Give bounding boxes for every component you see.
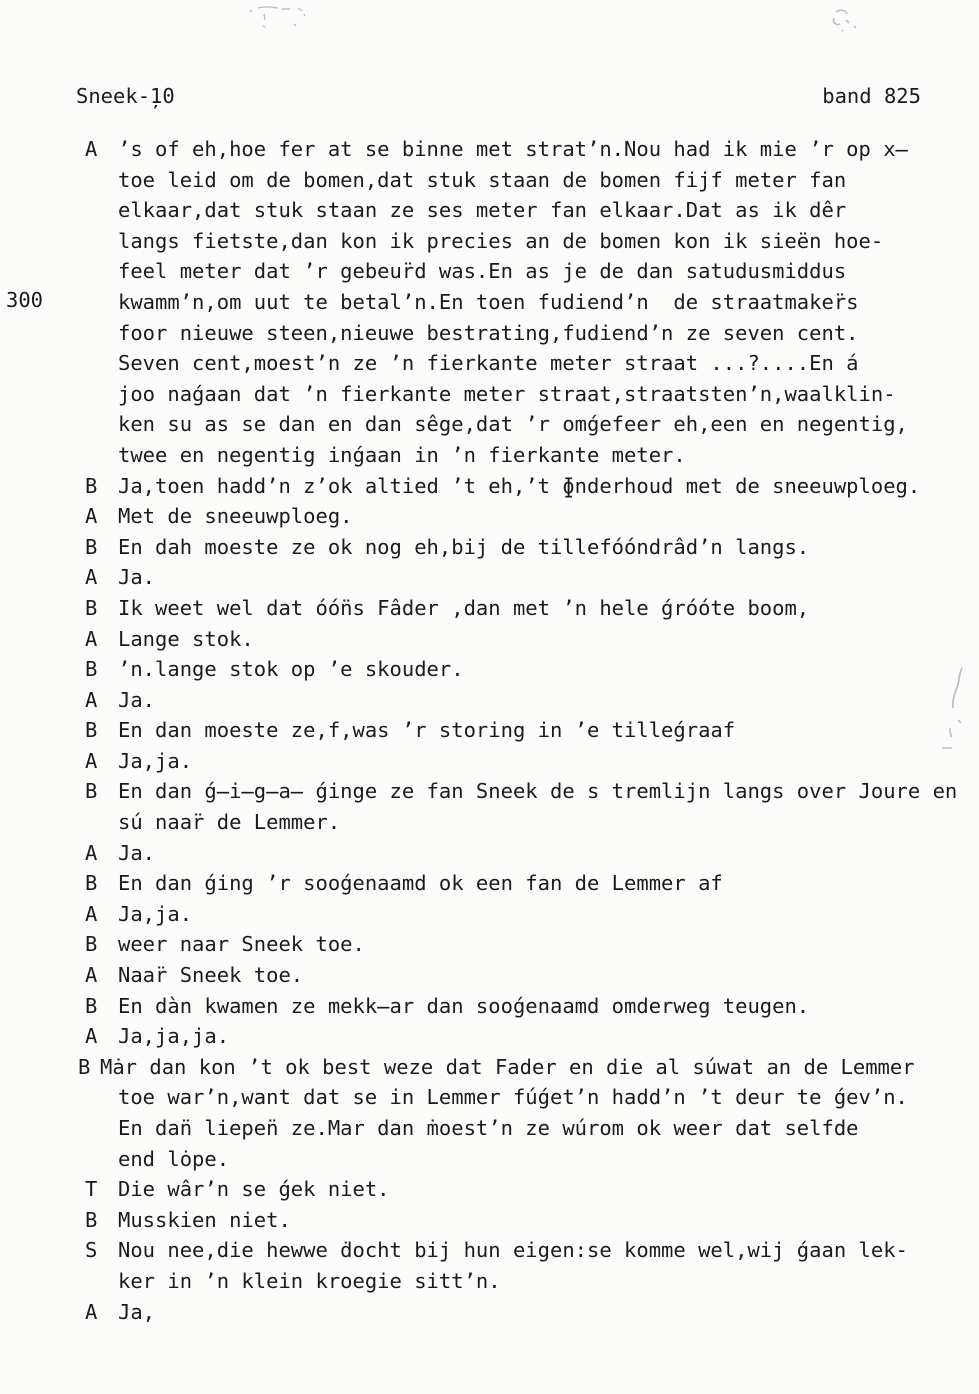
transcript-line <box>0 685 979 716</box>
line-text: Nou nee,die hewwe ḋocht bij hun eigen:se komme wel,wij ǵaan lek- <box>118 1238 908 1263</box>
line-text: Ja, <box>118 1299 156 1324</box>
transcript-line <box>0 226 979 257</box>
transcript-line <box>0 348 979 379</box>
line-text: Die wâr’n se ǵek niet. <box>118 1177 390 1202</box>
line-text: En dàn kwamen ze mekk̶ar dan sooǵenaamd omderweg teugen. <box>118 993 810 1018</box>
transcript-line <box>0 1205 979 1236</box>
speaker-label: B <box>85 1207 98 1232</box>
line-text: Musskien niet. <box>118 1207 291 1232</box>
speaker-label: S <box>85 1238 98 1263</box>
transcript-line <box>0 1113 979 1144</box>
transcript-line <box>0 838 979 869</box>
transcript-line <box>0 379 979 410</box>
transcript-line <box>0 287 979 318</box>
transcript-line <box>0 776 979 807</box>
line-text: ’s of eh,hoe fer at se binne met strat’n.Nou had ik mie ’r op x̶ <box>118 137 908 161</box>
speaker-label: B <box>85 534 98 559</box>
line-text: ker in ’n klein kroegie sitt’n. <box>118 1268 501 1293</box>
page-id: Sneek-̦10 <box>76 84 175 108</box>
line-text: Lange stok. <box>118 626 254 651</box>
line-text: feel meter dat ’r gebeur̈d was.En as je de dan satudusmiddus <box>118 259 847 284</box>
line-text: En dah moeste ze ok nog eh,bij de tillefóóndrâd’n langs. <box>118 534 810 559</box>
line-text: En dan moeste ze,f,was ’r storing in ’e tilleǵraaf <box>118 718 736 743</box>
line-text: Naar̈ Sneek toe. <box>118 963 304 988</box>
transcript-line <box>0 1082 979 1113</box>
line-text: end lȯpe. <box>118 1146 230 1171</box>
line-text: Met de sneeuwploeg. <box>118 504 353 529</box>
line-text: Ja,toen hadd’n z’ok altied ’t eh,’t ɸnderhoud met de sneeuwploeg. <box>118 473 921 498</box>
transcript-line <box>0 409 979 440</box>
transcript-line <box>0 746 979 777</box>
speaker-label <box>85 226 118 257</box>
line-text: elkaar,dat stuk staan ze ses meter fan elkaar.Dat as ik dêr <box>118 198 847 223</box>
speaker-label: A <box>85 687 98 712</box>
line-text: twee en negentig inǵaan in ’n fierkante meter. <box>118 442 686 467</box>
line-text: Ja. <box>118 687 156 712</box>
transcript-line <box>0 1144 979 1175</box>
speaker-label: T <box>85 1177 98 1202</box>
line-text: Ik weet wel dat óón̈s Fâder ,dan met ’n hele ǵróóte boom, <box>118 595 810 620</box>
line-text: En dan ǵ̶i̶g̶a̶ ǵinge ze fan Sneek de s tremlijn langs over Joure en <box>118 779 958 804</box>
line-text: ’n.lange stok op ’e skouder. <box>118 657 464 682</box>
speaker-label <box>85 379 118 410</box>
transcript-line <box>0 929 979 960</box>
speaker-label: B <box>85 932 98 957</box>
line-text: foor nieuwe steen,nieuwe bestrating,fudiend’n ze seven cent. <box>118 320 859 345</box>
speaker-label: B <box>85 779 98 804</box>
transcript-line <box>0 471 979 502</box>
line-text: Ja,ja,ja. <box>118 1024 230 1049</box>
transcript-line <box>0 1235 979 1266</box>
speaker-label: A <box>85 1299 98 1324</box>
transcript-line <box>0 134 979 165</box>
line-text: En dan ǵing ’r sooǵenaamd ok een fan de Lemmer af <box>118 871 723 896</box>
line-text: Ja,ja. <box>118 901 193 926</box>
pencil-mark-right-margin <box>936 662 976 762</box>
transcript-line <box>0 165 979 196</box>
margin-note: 300 <box>6 288 44 312</box>
speaker-label <box>85 318 118 349</box>
transcript-line <box>0 1266 979 1297</box>
speaker-label: B <box>78 1054 91 1079</box>
band-label: band 825 <box>822 84 921 108</box>
speaker-label: B <box>85 595 98 620</box>
speaker-label <box>85 195 118 226</box>
transcript-line <box>0 1052 979 1083</box>
speaker-label <box>85 256 118 287</box>
line-text: kwamm’n,om uut te betal’n.En toen fudiend’n de straatmaker̈s <box>118 289 859 314</box>
speaker-label: B <box>85 657 98 682</box>
line-text: toe leid om de bomen,dat stuk staan de bomen fijf meter fan <box>118 167 847 192</box>
transcript <box>0 134 979 1327</box>
speaker-label <box>85 807 118 838</box>
speaker-label <box>85 1266 118 1297</box>
transcript-line <box>0 1021 979 1052</box>
transcript-line <box>0 624 979 655</box>
line-text: Ja. <box>118 840 156 865</box>
line-text: En dan̈ liepen̈ ze.Mar dan ṁoest’n ze wúrom ok weer dat selfde <box>118 1116 859 1140</box>
pencil-mark-top-right <box>822 6 864 34</box>
speaker-label <box>85 1082 118 1113</box>
speaker-label <box>85 409 118 440</box>
transcript-line <box>0 195 979 226</box>
speaker-label: A <box>85 565 98 590</box>
speaker-label: A <box>85 1024 98 1049</box>
speaker-label: B <box>85 871 98 896</box>
line-text: Mȧr dan kon ’t ok best weze dat Fader en die al súwat an de Lemmer <box>100 1054 915 1079</box>
transcript-line <box>0 1174 979 1205</box>
transcript-line <box>0 256 979 287</box>
speaker-label: A <box>85 840 98 865</box>
line-text: Ja. <box>118 565 156 590</box>
speaker-label: A <box>85 137 98 161</box>
page-header <box>76 84 921 108</box>
speaker-label <box>85 1113 118 1144</box>
transcript-line <box>0 960 979 991</box>
speaker-label: A <box>85 504 98 529</box>
line-text: joo naǵaan dat ’n fierkante meter straat,straatsten’n,waalklin- <box>118 381 896 406</box>
line-text: langs fietste,dan kon ik precies an de bomen kon ik sieën hoe- <box>118 228 884 253</box>
line-text: sú naar̈ de Lemmer. <box>118 810 341 835</box>
line-text: weer naar Sneek toe. <box>118 932 365 957</box>
line-text: toe war’n,want dat se in Lemmer fúǵet’n hadd’n ’t deur te ǵev’n. <box>118 1085 908 1110</box>
transcript-line <box>0 440 979 471</box>
transcript-line <box>0 991 979 1022</box>
transcript-line <box>0 868 979 899</box>
transcript-line <box>0 593 979 624</box>
speaker-label <box>85 287 118 318</box>
pencil-mark-top-left <box>246 4 326 30</box>
transcript-line <box>0 318 979 349</box>
speaker-label <box>85 165 118 196</box>
speaker-label: B <box>85 993 98 1018</box>
speaker-label <box>85 348 118 379</box>
transcript-line <box>0 899 979 930</box>
transcript-line <box>0 807 979 838</box>
speaker-label: B <box>85 473 98 498</box>
transcript-line <box>0 654 979 685</box>
line-text: ken su as se dan en dan sêge,dat ’r omǵefeer eh,een en negentig, <box>118 412 908 437</box>
speaker-label <box>85 1144 118 1175</box>
speaker-label <box>85 440 118 471</box>
speaker-label: A <box>85 626 98 651</box>
transcript-line <box>0 1297 979 1328</box>
line-text: Seven cent,moest’n ze ’n fierkante meter straat ...?....En á <box>118 351 859 376</box>
transcript-line <box>0 532 979 563</box>
speaker-label: B <box>85 718 98 743</box>
transcript-line <box>0 715 979 746</box>
speaker-label: A <box>85 901 98 926</box>
transcript-line <box>0 562 979 593</box>
line-text: Ja,ja. <box>118 748 193 773</box>
speaker-label: A <box>85 748 98 773</box>
speaker-label: A <box>85 963 98 988</box>
transcript-line <box>0 501 979 532</box>
